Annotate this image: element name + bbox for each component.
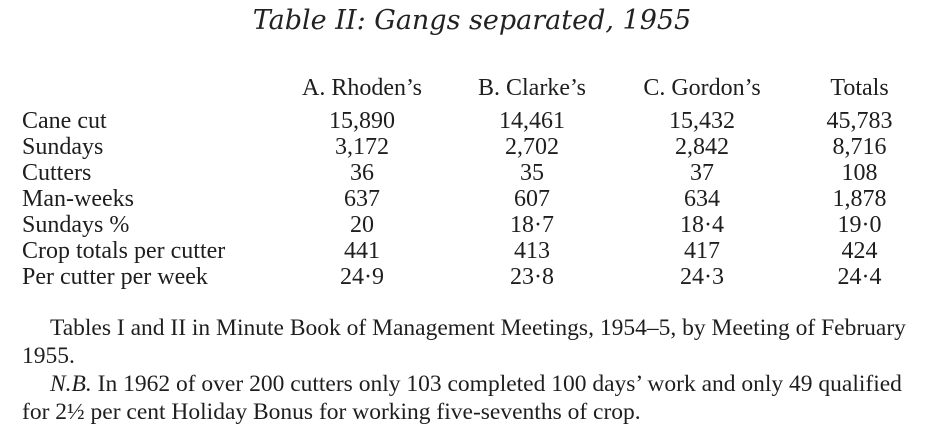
cell: 417 (684, 238, 720, 264)
cell: 3,172 (335, 134, 389, 160)
column-header-c: C. Gordon’s (643, 74, 761, 101)
cell: 607 (514, 186, 550, 212)
nb-label: N.B. (50, 371, 92, 397)
cell: 8,716 (832, 134, 887, 160)
cell: 2,702 (505, 134, 559, 160)
row-label: Cane cut (22, 108, 107, 134)
cell: 20 (350, 212, 374, 238)
cell: 108 (841, 160, 878, 186)
cell: 1,878 (832, 186, 887, 212)
table-title: Table II: Gangs separated, 1955 (252, 5, 692, 36)
cell: 36 (350, 160, 374, 186)
nb-note (22, 370, 922, 426)
cell: 2,842 (675, 134, 729, 160)
cell: 441 (344, 238, 380, 264)
table-row (22, 108, 932, 134)
cell: 45,783 (826, 108, 893, 134)
cell: 634 (684, 186, 720, 212)
table-row (22, 264, 932, 290)
header-blank (22, 68, 277, 108)
column-header-totals: Totals (830, 74, 889, 101)
gangs-table (22, 68, 932, 290)
table-container (22, 68, 932, 290)
row-label: Sundays (22, 134, 104, 160)
table-row (22, 212, 932, 238)
cell: 413 (514, 238, 550, 264)
cell: 14,461 (499, 108, 565, 134)
table-row (22, 186, 932, 212)
table-row (22, 238, 932, 264)
row-label: Crop totals per cutter (22, 238, 226, 264)
row-label: Sundays % (22, 212, 130, 238)
cell: 18·4 (680, 212, 724, 238)
row-label: Man-weeks (22, 186, 134, 212)
source-note: Tables I and II in Minute Book of Management Meetings, 1954–5, by Meeting of February 1955. (22, 315, 906, 369)
cell: 15,890 (329, 108, 395, 134)
table-notes (22, 314, 922, 426)
nb-text: In 1962 of over 200 cutters only 103 completed 100 days’ work and only 49 qualified for 2½ per cent Holiday Bonus for working five-sevenths of crop. (22, 371, 902, 425)
cell: 23·8 (510, 264, 554, 290)
row-label: Cutters (22, 160, 92, 186)
cell: 24·3 (680, 264, 724, 290)
cell: 424 (841, 238, 878, 264)
cell: 637 (344, 186, 380, 212)
cell: 15,432 (669, 108, 735, 134)
cell: 37 (690, 160, 714, 186)
table-row (22, 134, 932, 160)
header-row (22, 68, 932, 108)
cell: 19·0 (837, 212, 882, 238)
cell: 18·7 (510, 212, 554, 238)
cell: 35 (520, 160, 544, 186)
cell: 24·9 (340, 264, 384, 290)
cell: 24·4 (837, 264, 882, 290)
row-label: Per cutter per week (22, 264, 208, 290)
table-row (22, 160, 932, 186)
column-header-b: B. Clarke’s (478, 74, 586, 101)
column-header-a: A. Rhoden’s (302, 74, 422, 101)
